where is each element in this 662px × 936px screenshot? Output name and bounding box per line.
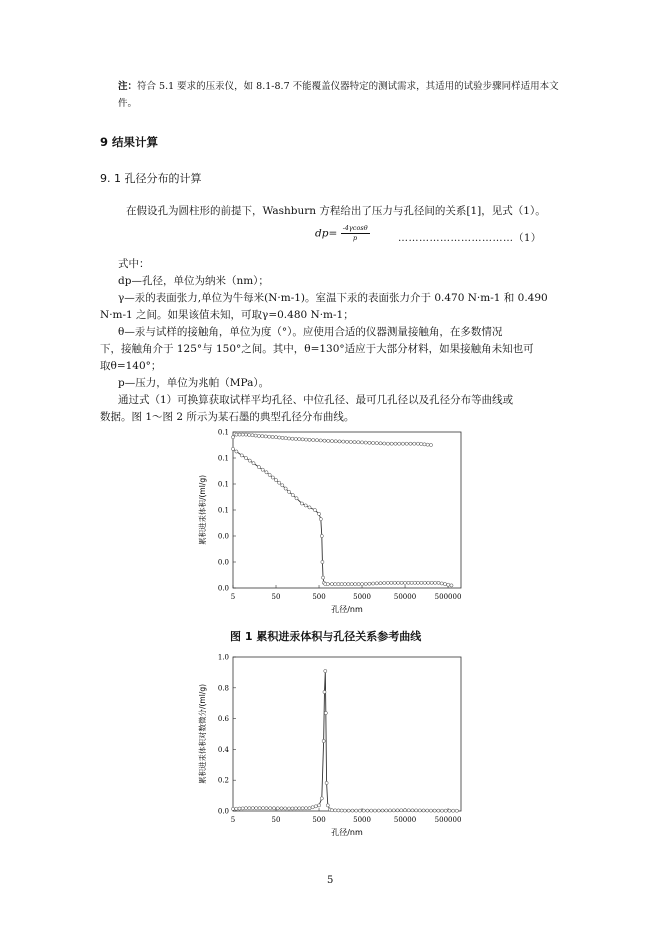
data-point	[300, 502, 303, 505]
page-number: 5	[327, 875, 334, 886]
y-tick-label: 0.1	[217, 428, 229, 437]
y-tick-label: 0.1	[217, 480, 229, 489]
data-point	[317, 512, 320, 515]
data-point	[362, 809, 365, 812]
data-point	[409, 442, 412, 445]
data-point	[429, 809, 432, 812]
data-point	[379, 582, 382, 585]
data-point	[411, 809, 414, 812]
def-dp: dp—孔径，单位为纳米（nm）；	[118, 275, 269, 287]
data-point	[231, 436, 234, 439]
data-point	[235, 433, 238, 436]
data-point	[248, 459, 251, 462]
data-point	[274, 479, 277, 482]
data-point	[334, 583, 337, 586]
formula-numerator: -4γcosθ	[342, 224, 368, 232]
data-point	[426, 443, 429, 446]
data-point	[272, 807, 275, 810]
data-point	[357, 583, 360, 586]
data-point	[281, 436, 284, 439]
data-point	[287, 490, 290, 493]
data-point	[372, 582, 375, 585]
data-point	[251, 807, 254, 810]
data-point	[327, 439, 330, 442]
data-point	[261, 807, 264, 810]
data-point	[284, 487, 287, 490]
data-point	[403, 809, 406, 812]
data-point	[413, 442, 416, 445]
data-point	[410, 581, 413, 584]
data-point	[330, 809, 333, 812]
data-point	[364, 441, 367, 444]
data-point	[268, 473, 271, 476]
section-9-1-title: 9. 1 孔径分布的计算	[100, 172, 202, 185]
data-point	[248, 433, 251, 436]
data-point	[334, 440, 337, 443]
data-point	[379, 442, 382, 445]
y-tick-label: 0.1	[217, 454, 229, 463]
data-point	[413, 581, 416, 584]
def-gamma-2: N·m-1 之间。如果该值未知，可取γ=0.480 N·m-1；	[100, 309, 354, 321]
x-tick-label: 50	[271, 593, 281, 601]
data-point	[401, 442, 404, 445]
data-point	[354, 583, 357, 586]
data-point	[364, 582, 367, 585]
data-point	[274, 436, 277, 439]
x-tick-label: 500000	[434, 816, 462, 824]
data-point	[235, 807, 238, 810]
data-point	[405, 442, 408, 445]
note-text: 符合 5.1 要求的压汞仪，如 8.1-8.7 不能覆盖仪器特定的测试需求，其适用的试验步骤同样适用本文件。	[118, 81, 559, 109]
data-point	[265, 471, 268, 474]
formula-lhs: dp=	[315, 227, 338, 240]
data-point	[360, 441, 363, 444]
data-point	[254, 434, 257, 437]
data-point	[320, 534, 323, 537]
data-point	[422, 809, 425, 812]
data-point	[351, 809, 354, 812]
x-tick-label: 50	[271, 816, 281, 824]
series-line-log-differential	[233, 671, 457, 811]
data-point	[320, 797, 323, 800]
data-point	[287, 437, 290, 440]
data-point	[366, 809, 369, 812]
x-tick-label: 5	[230, 816, 236, 824]
data-point	[308, 506, 311, 509]
data-point	[312, 438, 315, 441]
data-point	[383, 442, 386, 445]
data-point	[349, 440, 352, 443]
x-axis-label: 孔径/nm	[331, 605, 363, 614]
data-point	[375, 442, 378, 445]
data-point	[426, 809, 429, 812]
data-point	[322, 739, 325, 742]
data-point	[400, 809, 403, 812]
data-point	[268, 435, 271, 438]
plot-frame	[233, 657, 461, 811]
data-point	[313, 508, 316, 511]
data-point	[298, 438, 301, 441]
data-point	[355, 809, 358, 812]
note-label: 注：	[118, 81, 138, 92]
data-point	[240, 454, 243, 457]
data-point	[420, 442, 423, 445]
data-point	[370, 809, 373, 812]
data-point	[308, 438, 311, 441]
data-point	[345, 440, 348, 443]
data-point	[407, 809, 410, 812]
x-tick-label: 500	[312, 816, 326, 824]
x-tick-label: 500	[312, 593, 326, 601]
data-point	[437, 581, 440, 584]
data-point	[396, 809, 399, 812]
data-point	[319, 439, 322, 442]
data-point	[241, 807, 244, 810]
y-tick-label: 0.0	[217, 532, 229, 541]
data-point	[357, 441, 360, 444]
data-point	[265, 807, 268, 810]
y-axis-label: 累积进汞体积对数微分/(ml/g)	[198, 683, 207, 785]
def-theta-1: θ—汞与试样的接触角，单位为度（°）。应使用合适的仪器测量接触角，在多数情况	[118, 326, 503, 338]
data-point	[244, 456, 247, 459]
y-tick-label: 0.0	[217, 807, 229, 816]
data-point	[393, 581, 396, 584]
data-point	[323, 439, 326, 442]
data-point	[301, 438, 304, 441]
data-point	[294, 437, 297, 440]
data-point	[324, 711, 327, 714]
data-point	[375, 582, 378, 585]
data-point	[397, 581, 400, 584]
data-point	[394, 442, 397, 445]
equation-number: ……………………………（1）	[398, 233, 542, 244]
x-tick-label: 50000	[393, 816, 417, 824]
data-point	[291, 493, 294, 496]
data-point	[271, 435, 274, 438]
data-point	[390, 442, 393, 445]
y-tick-label: 0.0	[217, 558, 229, 567]
data-point	[433, 809, 436, 812]
data-point	[440, 809, 443, 812]
data-point	[418, 809, 421, 812]
data-point	[386, 581, 389, 584]
y-axis-label: 累积进汞体积/(ml/g)	[198, 474, 207, 546]
data-point	[360, 583, 363, 586]
data-point	[235, 450, 238, 453]
y-tick-label: 0.2	[217, 776, 229, 785]
data-point	[238, 433, 241, 436]
data-point	[448, 809, 451, 812]
data-point	[257, 434, 260, 437]
data-point	[338, 440, 341, 443]
data-point	[257, 466, 260, 469]
def-theta-2: 下，接触角介于 125°与 150°之间。其中，θ=130°适应于大部分材料，如果接触角未知也可	[100, 343, 534, 355]
data-point	[427, 581, 430, 584]
data-point	[330, 440, 333, 443]
data-point	[330, 583, 333, 586]
data-point	[429, 443, 432, 446]
data-point	[304, 438, 307, 441]
series-line-intrusion	[233, 449, 451, 586]
data-point	[255, 807, 258, 810]
data-point	[447, 583, 450, 586]
data-point	[278, 436, 281, 439]
data-point	[326, 583, 329, 586]
data-point	[415, 809, 418, 812]
data-point	[278, 481, 281, 484]
y-tick-label: 0.4	[217, 745, 229, 754]
data-point	[231, 447, 234, 450]
data-point	[315, 439, 318, 442]
data-point	[430, 581, 433, 584]
data-point	[385, 809, 388, 812]
data-point	[372, 441, 375, 444]
data-point	[388, 809, 391, 812]
data-point	[347, 583, 350, 586]
data-point	[368, 441, 371, 444]
intro-paragraph: 在假设孔为圆柱形的前提下，Washburn 方程给出了压力与孔径间的关系[1]，见式（1）。	[126, 205, 546, 217]
data-point	[450, 584, 453, 587]
chart-2	[197, 654, 461, 838]
data-point	[304, 504, 307, 507]
plot-frame	[233, 432, 461, 588]
data-point	[343, 809, 346, 812]
data-point	[248, 807, 251, 810]
data-point	[258, 807, 261, 810]
data-point	[377, 809, 380, 812]
data-point	[321, 560, 324, 563]
data-point	[271, 476, 274, 479]
data-point	[416, 442, 419, 445]
data-point	[407, 581, 410, 584]
def-usage-2: 数据。图 1～图 2 所示为某石墨的典型孔径分布曲线。	[100, 411, 355, 423]
def-p: p—压力，单位为兆帕（MPa）。	[118, 377, 270, 389]
data-point	[403, 581, 406, 584]
data-point	[317, 804, 320, 807]
data-point	[444, 809, 447, 812]
data-point	[340, 583, 343, 586]
data-point	[383, 581, 386, 584]
data-point	[241, 433, 244, 436]
data-point	[443, 583, 446, 586]
data-point	[423, 581, 426, 584]
data-point	[337, 583, 340, 586]
data-point	[326, 804, 329, 807]
data-point	[392, 809, 395, 812]
chart-1	[197, 429, 461, 615]
data-point	[280, 807, 283, 810]
data-point	[423, 443, 426, 446]
data-point	[342, 440, 345, 443]
data-point	[308, 807, 311, 810]
def-usage-1: 通过式（1）可换算获取试样平均孔径、中位孔径、最可几孔径以及孔径分布等曲线或	[118, 394, 514, 406]
data-point	[244, 807, 247, 810]
data-point	[291, 807, 294, 810]
y-tick-label: 1.0	[217, 653, 229, 662]
section-9-title: 9 结果计算	[100, 135, 159, 149]
data-point	[323, 690, 326, 693]
data-point	[343, 583, 346, 586]
data-point	[437, 809, 440, 812]
data-point	[358, 809, 361, 812]
def-gamma-1: γ—汞的表面张力,单位为牛每米(N·m-1)。室温下汞的表面张力介于 0.470 N·m-1 和 0.490	[118, 292, 548, 304]
y-tick-label: 0.8	[217, 684, 229, 693]
figure-1-caption: 图 1 累积进汞体积与孔径关系参考曲线	[230, 630, 422, 643]
data-point	[321, 576, 324, 579]
data-point	[440, 582, 443, 585]
data-point	[269, 807, 272, 810]
data-point	[251, 434, 254, 437]
data-point	[340, 809, 343, 812]
formula-denominator: p	[353, 234, 358, 242]
data-point	[238, 807, 241, 810]
data-point	[416, 581, 419, 584]
data-point	[386, 442, 389, 445]
y-tick-label: 0.1	[217, 506, 229, 515]
data-point	[368, 582, 371, 585]
data-point	[281, 484, 284, 487]
data-point	[244, 433, 247, 436]
x-tick-label: 5	[230, 593, 236, 601]
data-point	[325, 781, 328, 784]
data-point	[261, 468, 264, 471]
x-tick-label: 5000	[353, 816, 371, 824]
data-point	[301, 807, 304, 810]
data-point	[264, 435, 267, 438]
data-point	[350, 583, 353, 586]
data-point	[298, 807, 301, 810]
data-point	[291, 437, 294, 440]
data-point	[314, 805, 317, 808]
data-point	[284, 437, 287, 440]
data-point	[261, 435, 264, 438]
data-point	[334, 809, 337, 812]
data-point	[319, 518, 322, 521]
x-tick-label: 5000	[353, 593, 371, 601]
data-point	[337, 809, 340, 812]
data-point	[398, 442, 401, 445]
data-point	[284, 807, 287, 810]
def-theta-3: 取θ=140°；	[100, 360, 162, 372]
data-point	[304, 807, 307, 810]
data-point	[420, 581, 423, 584]
data-point	[311, 806, 314, 809]
data-point	[390, 581, 393, 584]
data-point	[324, 669, 327, 672]
defs-head: 式中：	[118, 258, 150, 270]
data-point	[381, 809, 384, 812]
data-point	[452, 809, 455, 812]
data-point	[252, 462, 255, 465]
x-tick-label: 500000	[434, 593, 462, 601]
x-tick-label: 50000	[393, 593, 417, 601]
y-tick-label: 0.0	[217, 584, 229, 593]
x-axis-label: 孔径/nm	[331, 828, 363, 837]
data-point	[373, 809, 376, 812]
data-point	[455, 809, 458, 812]
data-point	[231, 807, 234, 810]
data-point	[353, 440, 356, 443]
data-point	[295, 497, 298, 500]
data-point	[347, 809, 350, 812]
data-point	[400, 581, 403, 584]
data-point	[433, 581, 436, 584]
data-point	[294, 807, 297, 810]
data-point	[276, 807, 279, 810]
data-point	[287, 807, 290, 810]
y-tick-label: 0.6	[217, 715, 229, 724]
